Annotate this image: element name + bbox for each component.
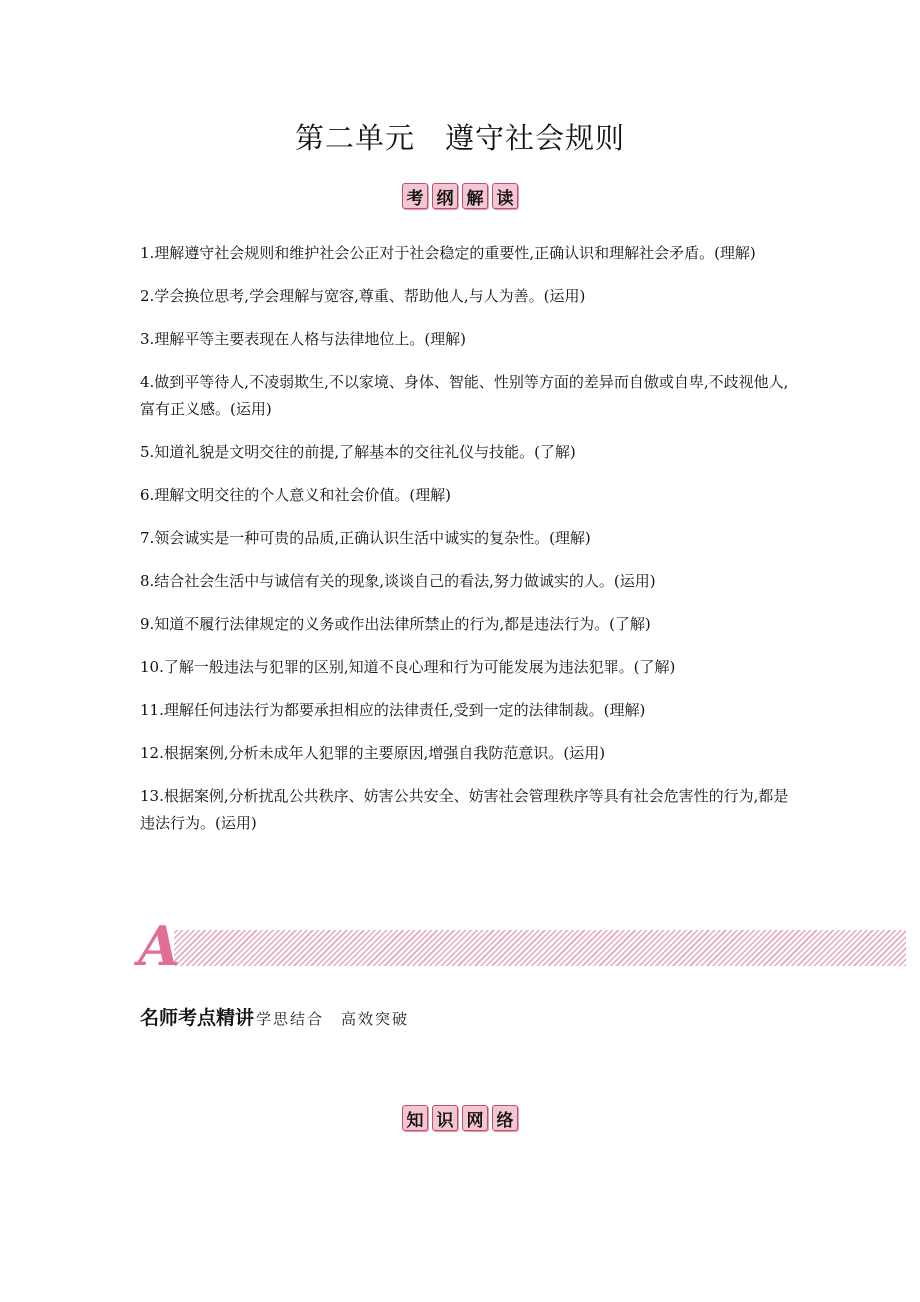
outline-item: 8.结合社会生活中与诚信有关的现象,谈谈自己的看法,努力做诚实的人。(运用) <box>140 572 656 590</box>
syllabus-badge-char: 读 <box>492 183 518 209</box>
section-banner <box>138 914 906 978</box>
outline-item: 1.理解遵守社会规则和维护社会公正对于社会稳定的重要性,正确认识和理解社会矛盾。(理解) <box>140 244 756 262</box>
network-badge-char: 络 <box>492 1105 518 1131</box>
section-heading <box>140 1003 409 1030</box>
section-heading-sub: 学思结合 高效突破 <box>256 1010 410 1028</box>
syllabus-badge-char: 纲 <box>432 183 458 209</box>
outline-item: 9.知道不履行法律规定的义务或作出法律所禁止的行为,都是违法行为。(了解) <box>140 615 651 633</box>
banner-letter: A <box>138 914 180 978</box>
network-badge-char: 识 <box>432 1105 458 1131</box>
syllabus-badge <box>0 183 920 209</box>
outline-item: 12.根据案例,分析未成年人犯罪的主要原因,增强自我防范意识。(运用) <box>140 744 606 762</box>
outline-item: 6.理解文明交往的个人意义和社会价值。(理解) <box>140 486 452 504</box>
network-badge-char: 网 <box>462 1105 488 1131</box>
syllabus-outline <box>140 240 790 853</box>
outline-item: 3.理解平等主要表现在人格与法律地位上。(理解) <box>140 330 467 348</box>
outline-item: 10.了解一般违法与犯罪的区别,知道不良心理和行为可能发展为违法犯罪。(了解) <box>140 658 676 676</box>
banner-stripes <box>174 930 906 966</box>
outline-item: 4.做到平等待人,不凌弱欺生,不以家境、身体、智能、性别等方面的差异而自傲或自卑,不歧视他人,富有正义感。(运用) <box>140 373 789 418</box>
page-title: 第二单元 遵守社会规则 <box>294 121 625 155</box>
outline-item: 7.领会诚实是一种可贵的品质,正确认识生活中诚实的复杂性。(理解) <box>140 529 591 547</box>
outline-item: 2.学会换位思考,学会理解与宽容,尊重、帮助他人,与人为善。(运用) <box>140 287 586 305</box>
outline-item: 13.根据案例,分析扰乱公共秩序、妨害公共安全、妨害社会管理秩序等具有社会危害性的行为,都是违法行为。(运用) <box>140 787 789 832</box>
outline-item: 11.理解任何违法行为都要承担相应的法律责任,受到一定的法律制裁。(理解) <box>140 701 646 719</box>
syllabus-badge-char: 考 <box>402 183 428 209</box>
outline-item: 5.知道礼貌是文明交往的前提,了解基本的交往礼仪与技能。(了解) <box>140 443 576 461</box>
network-badge-char: 知 <box>402 1105 428 1131</box>
section-heading-main: 名师考点精讲 <box>140 1007 255 1029</box>
network-badge <box>0 1105 920 1131</box>
syllabus-badge-char: 解 <box>462 183 488 209</box>
